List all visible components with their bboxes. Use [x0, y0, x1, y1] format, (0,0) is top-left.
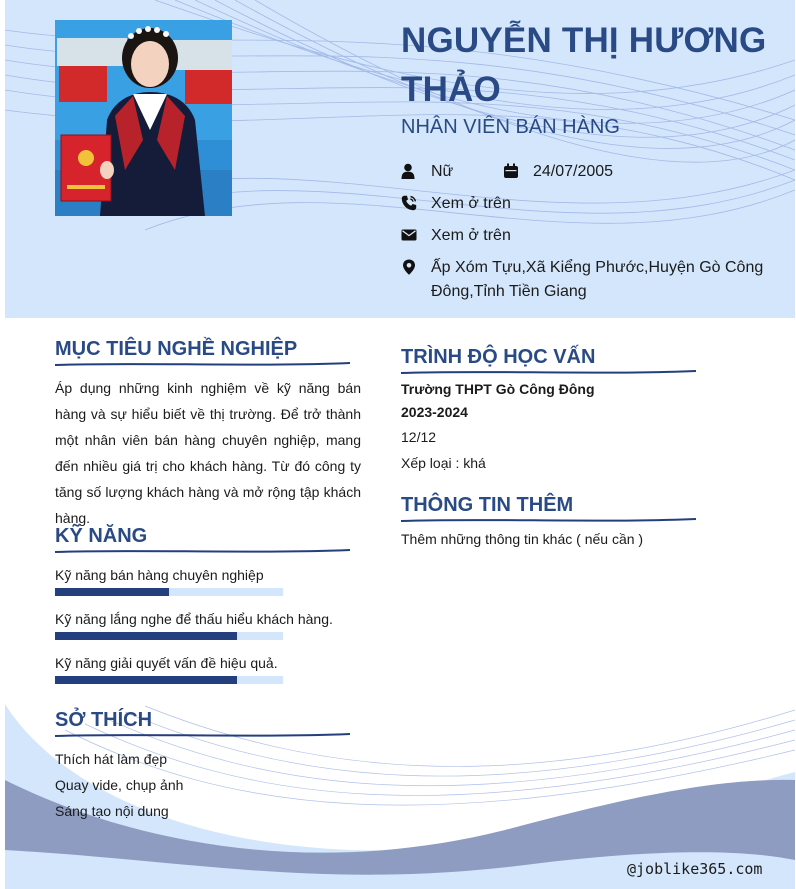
skill-label: Kỹ năng giải quyết vấn đề hiệu quả. [55, 655, 278, 671]
address-row [401, 256, 781, 306]
portrait-photo-icon [55, 20, 232, 216]
skill-bar [55, 588, 283, 596]
phone-row [401, 192, 761, 216]
birthdate-row [503, 160, 653, 184]
education-grade: 12/12 [401, 429, 437, 445]
cv-header [5, 0, 795, 318]
hobby-item: Quay vide, chụp ảnh [55, 777, 184, 793]
objective-heading: MỤC TIÊU NGHỀ NGHIỆP [55, 338, 298, 360]
map-pin-icon [401, 259, 417, 275]
cv-page [5, 0, 795, 889]
skills-heading: KỸ NĂNG [55, 525, 148, 547]
education-rank: Xếp loại : khá [401, 455, 486, 471]
envelope-icon [401, 227, 417, 243]
extra-text: Thêm những thông tin khác ( nếu cần ) [401, 531, 644, 547]
school-name: Trường THPT Gò Công Đông [401, 381, 595, 397]
skill-bar-fill [55, 632, 237, 640]
hobby-item: Thích hát làm đẹp [55, 751, 168, 767]
skill-bar [55, 676, 283, 684]
candidate-name: NGUYỄN THỊ HƯƠNG THẢO [401, 21, 767, 109]
email-value: Xem ở trên [431, 227, 511, 244]
phone-icon [401, 195, 417, 211]
phone-value: Xem ở trên [431, 195, 511, 212]
objective-text: Áp dụng những kinh nghiệm về kỹ năng bán hàng và sự hiểu biết về thị trường. Để trở thành một nhân viên bán hàng chuyên nghiệp, mang đến nhiều giá trị cho khách hàng. Từ đó công ty tăng số lượng khách hàng và mở rộng tập khách hàng. [55, 380, 361, 526]
skill-bar-fill [55, 588, 169, 596]
extra-underline [401, 516, 696, 524]
education-years: 2023-2024 [401, 404, 468, 420]
user-icon [401, 163, 417, 179]
skills-underline [55, 547, 350, 555]
hobbies-underline [55, 731, 350, 739]
job-title: NHÂN VIÊN BÁN HÀNG [401, 116, 620, 138]
extra-heading: THÔNG TIN THÊM [401, 494, 574, 516]
site-watermark: @joblike365.com [627, 860, 763, 878]
email-row [401, 224, 761, 248]
calendar-icon [503, 163, 519, 179]
birthdate-value: 24/07/2005 [533, 163, 614, 180]
skill-bar-fill [55, 676, 237, 684]
skill-label: Kỹ năng bán hàng chuyên nghiệp [55, 567, 264, 583]
hobby-item: Sáng tạo nội dung [55, 803, 169, 819]
objective-underline [55, 360, 350, 368]
gender-value: Nữ [431, 163, 454, 180]
education-underline [401, 368, 696, 376]
skill-bar [55, 632, 283, 640]
profile-photo [55, 20, 232, 216]
hobbies-heading: SỞ THÍCH [55, 709, 153, 731]
address-value: Ấp Xóm Tựu,Xã Kiểng Phước,Huyện Gò Công Đông,Tỉnh Tiền Giang [431, 259, 764, 300]
education-heading: TRÌNH ĐỘ HỌC VẤN [401, 346, 596, 368]
skill-label: Kỹ năng lắng nghe để thấu hiểu khách hàng. [55, 611, 333, 627]
